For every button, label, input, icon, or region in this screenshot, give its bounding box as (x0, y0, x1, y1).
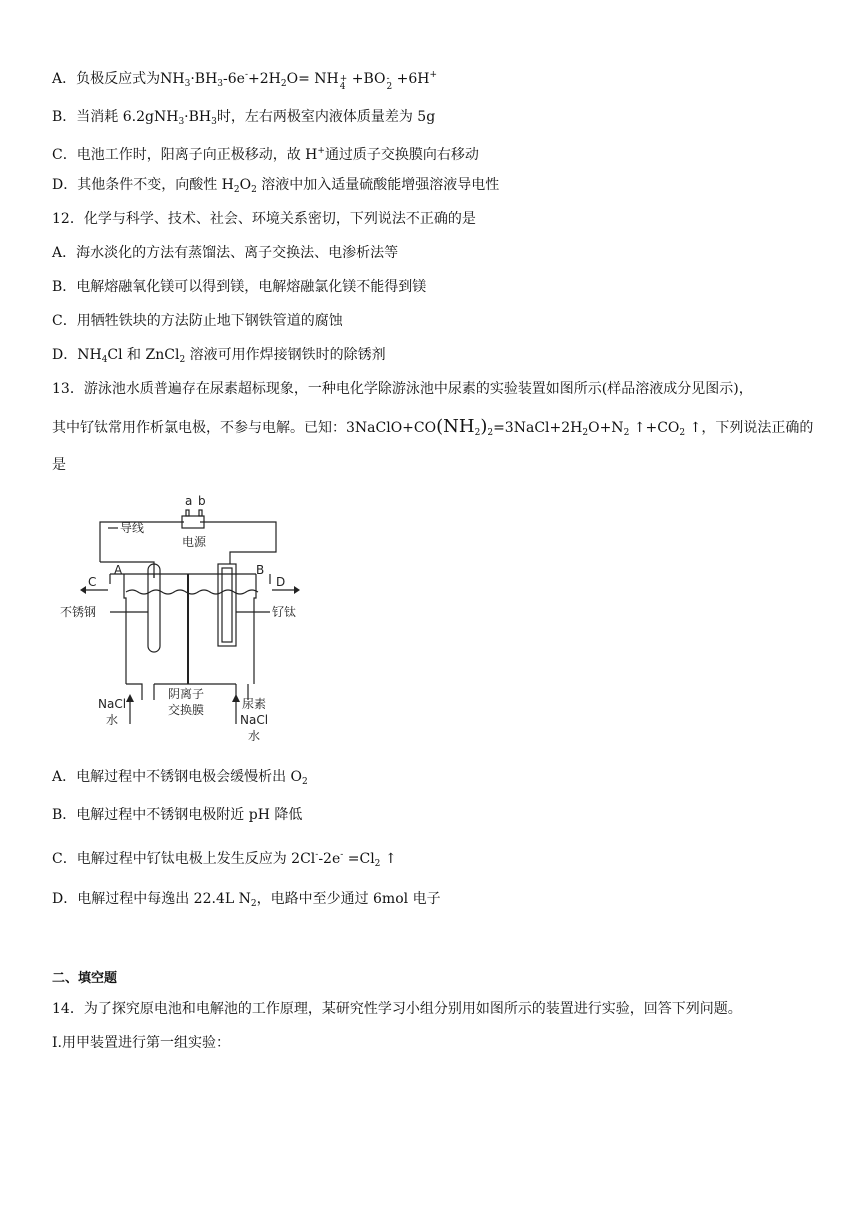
section-title: 二、填空题 (52, 971, 118, 986)
q13-option-b: B．电解过程中不锈钢电极附近 pH 降低 (52, 807, 303, 823)
right-inlet-nacl: NaCl (240, 713, 269, 727)
q13-option-d: D．电解过程中每逸出 22.4L $N_2$，电路中至少通过 6mol 电子 (52, 891, 441, 909)
q11-option-d: D．其他条件不变，向酸性 $H_2O_2$ 溶液中加入适量硫酸能增强溶液导电性 (52, 177, 500, 195)
q12-option-c: C．用牺牲铁块的方法防止地下钢铁管道的腐蚀 (52, 313, 343, 329)
ruti-electrode-label: 钌钛 (272, 605, 297, 619)
q13-stem-line3: 是 (52, 457, 66, 473)
port-D-label: D (276, 575, 286, 589)
q12-stem: 12．化学与科学、技术、社会、环境关系密切，下列说法不正确的是 (52, 211, 476, 227)
power-label: 电源 (182, 535, 207, 549)
q11-option-c: C．电池工作时，阳离子向正极移动，故 H+通过质子交换膜向右移动 (52, 146, 479, 163)
steel-electrode-label: 不锈钢 (60, 605, 97, 619)
q11-option-b: B．当消耗 $6.2gNH_3\cdot BH_3$时，左右两极室内液体质量差为 5g (52, 109, 436, 127)
right-inlet-urea: 尿素 (242, 697, 267, 711)
q12-option-a: A．海水淡化的方法有蒸馏法、离子交换法、电渗析法等 (52, 245, 399, 261)
port-C-label: C (88, 575, 97, 589)
q13-stem-line1: 13．游泳池水质普遍存在尿素超标现象，一种电化学除游泳池中尿素的实验装置如图所示(样品溶液成分见图示)， (52, 381, 753, 397)
port-A-label: A (114, 563, 123, 577)
membrane-label-1: 阴离子 (168, 687, 205, 701)
left-inlet-nacl: NaCl (98, 697, 127, 711)
q11-option-a: A．负极反应式为$NH_3\cdot BH_3-6e^-+2H_2O=$ NH + 4 +BO - 2 +6H+ (52, 70, 438, 92)
electrolysis-apparatus-diagram (50, 488, 310, 748)
left-inlet-water: 水 (106, 713, 119, 727)
terminal-a-label: a (185, 494, 193, 508)
terminal-b-label: b (198, 494, 206, 508)
q12-option-b: B．电解熔融氧化镁可以得到镁，电解熔融氯化镁不能得到镁 (52, 279, 427, 295)
q13-option-c: C．电解过程中钌钛电极上发生反应为 $2Cl^--2e^- =Cl_2$ ↑ (52, 850, 397, 869)
port-B-label: B (256, 563, 265, 577)
membrane-label-2: 交换膜 (168, 703, 205, 717)
q13-stem-line2: 其中钌钛常用作析氯电极，不参与电解。已知：$3NaClO+CO(NH_2)_2=3NaCl+2H_2O+N_2$ $↑+CO_2$ ↑，下列说法正确的 (52, 416, 814, 438)
q13-option-a: A．电解过程中不锈钢电极会缓慢析出 $O_2$ (52, 769, 308, 787)
wire-label: 导线 (120, 521, 145, 535)
q14-stem: 14．为了探究原电池和电解池的工作原理，某研究性学习小组分别用如图所示的装置进行实验，回答下列问题。 (52, 1001, 742, 1017)
right-inlet-water: 水 (248, 729, 261, 743)
q12-option-d: D．$NH_4Cl$ 和 ZnCl$_2$ 溶液可用作焊接钢铁时的除锈剂 (52, 347, 386, 365)
q14-subpart: I.用甲装置进行第一组实验： (52, 1035, 230, 1051)
